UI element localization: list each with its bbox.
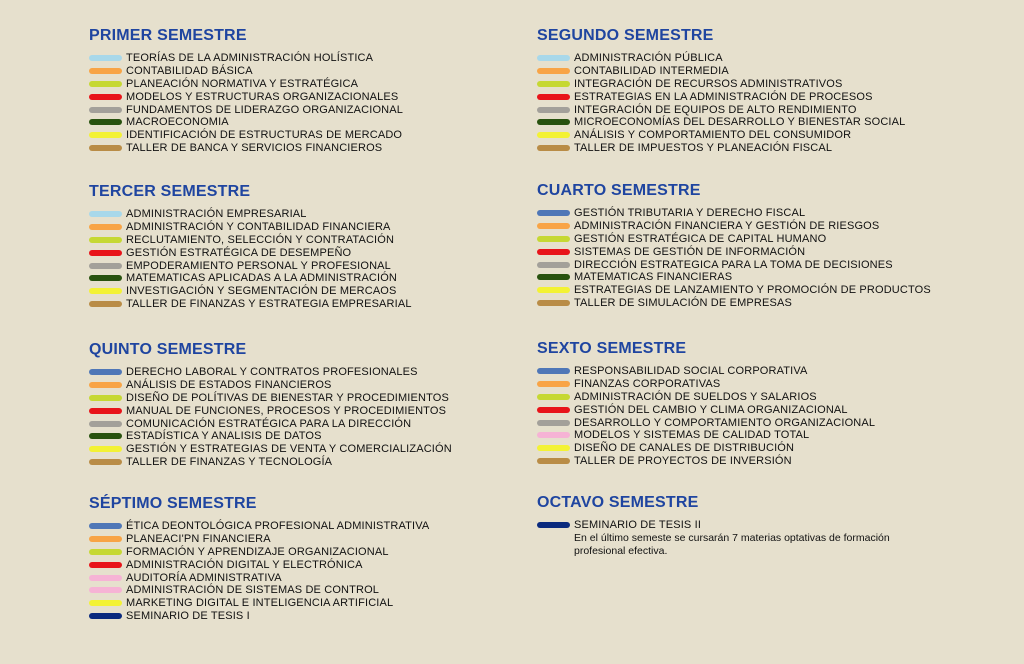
course-label: ADMINISTRACIÓN PÚBLICA [574, 52, 723, 65]
semester-septimo [89, 495, 429, 622]
color-swatch [89, 119, 122, 125]
course-item [537, 519, 914, 532]
color-swatch [89, 433, 122, 439]
color-swatch [89, 68, 122, 74]
course-item [537, 207, 931, 220]
course-label: EMPODERAMIENTO PERSONAL Y PROFESIONAL [126, 259, 391, 272]
course-item [89, 404, 452, 417]
course-label: ESTRATEGIAS DE LANZAMIENTO Y PROMOCIÓN DE PRODUCTOS [574, 284, 931, 297]
color-swatch [89, 250, 122, 256]
semester-title: QUINTO SEMESTRE [89, 341, 247, 358]
color-swatch [537, 381, 570, 387]
course-label: ADMINISTRACIÓN EMPRESARIAL [126, 208, 307, 221]
course-item [89, 285, 412, 298]
color-swatch [537, 68, 570, 74]
color-swatch [537, 236, 570, 242]
course-label: DESARROLLO Y COMPORTAMIENTO ORGANIZACIONAL [574, 416, 876, 429]
color-swatch [89, 536, 122, 542]
course-label: COMUNICACIÓN ESTRATÉGICA PARA LA DIRECCIÓN [126, 417, 412, 430]
color-swatch [537, 458, 570, 464]
semester-title: TERCER SEMESTRE [89, 183, 251, 200]
course-item [537, 220, 931, 233]
course-item [537, 378, 875, 391]
course-label: PLANEACI'PN FINANCIERA [126, 533, 271, 546]
color-swatch [537, 420, 570, 426]
semester-title: PRIMER SEMESTRE [89, 27, 247, 44]
course-label: CONTABILIDAD BÁSICA [126, 65, 253, 78]
course-label: ADMINISTRACIÓN DIGITAL Y ELECTRÓNICA [126, 558, 363, 571]
course-item [537, 103, 905, 116]
course-item [537, 90, 905, 103]
course-item [537, 297, 931, 310]
course-label: SEMINARIO DE TESIS II [574, 519, 702, 532]
course-label: INTEGRACIÓN DE EQUIPOS DE ALTO RENDIMIENTO [574, 103, 857, 116]
color-swatch [89, 211, 122, 217]
color-swatch [537, 223, 570, 229]
course-label: MACROECONOMIA [126, 116, 229, 129]
semester-cuarto [537, 182, 931, 309]
course-label: DISEÑO DE CANALES DE DISTRIBUCIÓN [574, 442, 795, 455]
color-swatch [537, 94, 570, 100]
course-item [89, 246, 412, 259]
color-swatch [89, 600, 122, 606]
color-swatch [89, 237, 122, 243]
course-item [537, 403, 875, 416]
semester-note: En el último semeste se cursarán 7 materias optativas de formación profesional efectiva. [574, 531, 890, 557]
semester-octavo [537, 494, 914, 558]
color-swatch [537, 300, 570, 306]
course-label: MATEMATICAS APLICADAS A LA ADMINISTRACIÓN [126, 272, 398, 285]
color-swatch [89, 382, 122, 388]
course-item [89, 610, 429, 623]
course-label: GESTIÓN Y ESTRATEGIAS DE VENTA Y COMERCIALIZACIÓN [126, 443, 452, 456]
course-item [89, 272, 412, 285]
course-label: ESTADÍSTICA Y ANALISIS DE DATOS [126, 430, 322, 443]
color-swatch [537, 119, 570, 125]
color-swatch [89, 421, 122, 427]
course-label: TALLER DE IMPUESTOS Y PLANEACIÓN FISCAL [574, 141, 833, 154]
course-label: MARKETING DIGITAL E INTELIGENCIA ARTIFICIAL [126, 597, 394, 610]
course-item [537, 455, 875, 468]
course-item [89, 366, 452, 379]
course-label: AUDITORÍA ADMINISTRATIVA [126, 571, 282, 584]
color-swatch [89, 562, 122, 568]
color-swatch [537, 55, 570, 61]
color-swatch [537, 274, 570, 280]
semester-segundo [537, 27, 905, 154]
color-swatch [89, 55, 122, 61]
course-item [89, 298, 412, 311]
semester-quinto [89, 341, 452, 468]
course-label: DERECHO LABORAL Y CONTRATOS PROFESIONALES [126, 366, 418, 379]
course-label: FORMACIÓN Y APRENDIZAJE ORGANIZACIONAL [126, 545, 389, 558]
semester-title: SÉPTIMO SEMESTRE [89, 495, 257, 512]
course-item [89, 584, 429, 597]
course-item [537, 429, 875, 442]
course-label: TALLER DE BANCA Y SERVICIOS FINANCIEROS [126, 141, 383, 154]
course-item [89, 533, 429, 546]
semester-title: OCTAVO SEMESTRE [537, 494, 699, 511]
color-swatch [537, 522, 570, 528]
course-label: PLANEACIÓN NORMATIVA Y ESTRATÉGICA [126, 77, 359, 90]
course-item [89, 259, 412, 272]
color-swatch [89, 459, 122, 465]
course-item [537, 78, 905, 91]
course-label: FUNDAMENTOS DE LIDERAZGO ORGANIZACIONAL [126, 103, 404, 116]
color-swatch [537, 368, 570, 374]
course-label: MATEMATICAS FINANCIERAS [574, 271, 733, 284]
course-item [537, 233, 931, 246]
course-item [89, 234, 412, 247]
course-label: ADMINISTRACIÓN FINANCIERA Y GESTIÓN DE RIESGOS [574, 220, 880, 233]
semester-tercer [89, 183, 412, 310]
course-item [89, 430, 452, 443]
color-swatch [537, 287, 570, 293]
course-label: RESPONSABILIDAD SOCIAL CORPORATIVA [574, 365, 808, 378]
course-item [89, 597, 429, 610]
color-swatch [89, 613, 122, 619]
color-swatch [89, 94, 122, 100]
color-swatch [89, 263, 122, 269]
course-item [537, 142, 905, 155]
course-label: MANUAL DE FUNCIONES, PROCESOS Y PROCEDIMIENTOS [126, 404, 447, 417]
course-item [537, 391, 875, 404]
course-item [537, 416, 875, 429]
color-swatch [89, 301, 122, 307]
course-item [537, 65, 905, 78]
semester-title: CUARTO SEMESTRE [537, 182, 701, 199]
course-label: SEMINARIO DE TESIS I [126, 609, 250, 622]
course-item [89, 379, 452, 392]
course-label: ÉTICA DEONTOLÓGICA PROFESIONAL ADMINISTRATIVA [126, 520, 430, 533]
course-label: ADMINISTRACIÓN DE SUELDOS Y SALARIOS [574, 390, 817, 403]
color-swatch [537, 432, 570, 438]
color-swatch [89, 446, 122, 452]
color-swatch [89, 275, 122, 281]
course-label: GESTIÓN TRIBUTARIA Y DERECHO FISCAL [574, 207, 806, 220]
course-item [537, 129, 905, 142]
course-item [89, 103, 403, 116]
course-label: TALLER DE PROYECTOS DE INVERSIÓN [574, 454, 792, 467]
semester-title: SEXTO SEMESTRE [537, 340, 687, 357]
course-label: TALLER DE FINANZAS Y ESTRATEGIA EMPRESARIAL [126, 297, 412, 310]
course-label: DIRECCIÓN ESTRATEGICA PARA LA TOMA DE DECISIONES [574, 258, 893, 271]
semester-title: SEGUNDO SEMESTRE [537, 27, 714, 44]
course-item [89, 456, 452, 469]
course-item [89, 571, 429, 584]
color-swatch [89, 132, 122, 138]
course-item [537, 442, 875, 455]
course-item [89, 116, 403, 129]
color-swatch [89, 408, 122, 414]
color-swatch [89, 575, 122, 581]
course-label: ESTRATEGIAS EN LA ADMINISTRACIÓN DE PROCESOS [574, 90, 873, 103]
course-label: RECLUTAMIENTO, SELECCIÓN Y CONTRATACIÓN [126, 233, 395, 246]
color-swatch [537, 249, 570, 255]
course-item [537, 365, 875, 378]
course-item [537, 116, 905, 129]
color-swatch [537, 394, 570, 400]
course-label: GESTIÓN ESTRATÉGICA DE DESEMPEÑO [126, 246, 352, 259]
semester-sexto [537, 340, 875, 467]
course-label: MODELOS Y ESTRUCTURAS ORGANIZACIONALES [126, 90, 399, 103]
semester-primer [89, 27, 403, 154]
course-item [537, 52, 905, 65]
color-swatch [89, 107, 122, 113]
color-swatch [89, 288, 122, 294]
color-swatch [89, 523, 122, 529]
color-swatch [537, 132, 570, 138]
course-item [89, 558, 429, 571]
course-item [89, 417, 452, 430]
course-item [537, 271, 931, 284]
color-swatch [89, 587, 122, 593]
color-swatch [537, 407, 570, 413]
color-swatch [537, 445, 570, 451]
course-item [89, 90, 403, 103]
course-item [89, 520, 429, 533]
course-item [89, 65, 403, 78]
course-label: INTEGRACIÓN DE RECURSOS ADMINISTRATIVOS [574, 77, 843, 90]
color-swatch [89, 81, 122, 87]
color-swatch [89, 549, 122, 555]
color-swatch [537, 262, 570, 268]
course-label: TEORÍAS DE LA ADMINISTRACIÓN HOLÍSTICA [126, 52, 374, 65]
course-item [89, 142, 403, 155]
course-label: GESTIÓN DEL CAMBIO Y CLIMA ORGANIZACIONAL [574, 403, 848, 416]
course-item [537, 258, 931, 271]
course-label: TALLER DE FINANZAS Y TECNOLOGÍA [126, 455, 333, 468]
color-swatch [89, 224, 122, 230]
color-swatch [89, 395, 122, 401]
course-label: FINANZAS CORPORATIVAS [574, 378, 721, 391]
course-item [89, 129, 403, 142]
course-label: INVESTIGACIÓN Y SEGMENTACIÓN DE MERCAOS [126, 285, 397, 298]
color-swatch [537, 210, 570, 216]
course-label: ANÁLISIS Y COMPORTAMIENTO DEL CONSUMIDOR [574, 129, 852, 142]
course-label: MODELOS Y SISTEMAS DE CALIDAD TOTAL [574, 429, 810, 442]
course-item [89, 208, 412, 221]
color-swatch [89, 145, 122, 151]
course-label: TALLER DE SIMULACIÓN DE EMPRESAS [574, 296, 792, 309]
color-swatch [537, 145, 570, 151]
course-item [89, 52, 403, 65]
course-label: CONTABILIDAD INTERMEDIA [574, 65, 729, 78]
course-label: IDENTIFICACIÓN DE ESTRUCTURAS DE MERCADO [126, 129, 403, 142]
course-label: MICROECONOMÍAS DEL DESARROLLO Y BIENESTAR SOCIAL [574, 116, 906, 129]
color-swatch [89, 369, 122, 375]
course-item [89, 443, 452, 456]
course-item [537, 284, 931, 297]
course-item [89, 392, 452, 405]
color-swatch [537, 107, 570, 113]
course-item [89, 221, 412, 234]
course-label: SISTEMAS DE GESTIÓN DE INFORMACIÓN [574, 245, 806, 258]
course-item [89, 78, 403, 91]
course-label: GESTIÓN ESTRATÉGICA DE CAPITAL HUMANO [574, 232, 827, 245]
course-label: ADMINISTRACIÓN DE SISTEMAS DE CONTROL [126, 584, 380, 597]
course-item [537, 245, 931, 258]
course-label: ADMINISTRACIÓN Y CONTABILIDAD FINANCIERA [126, 221, 391, 234]
color-swatch [537, 81, 570, 87]
course-label: ANÁLISIS DE ESTADOS FINANCIEROS [126, 379, 332, 392]
course-label: DISEÑO DE POLÍTIVAS DE BIENESTAR Y PROCEDIMIENTOS [126, 391, 449, 404]
course-item [89, 546, 429, 559]
